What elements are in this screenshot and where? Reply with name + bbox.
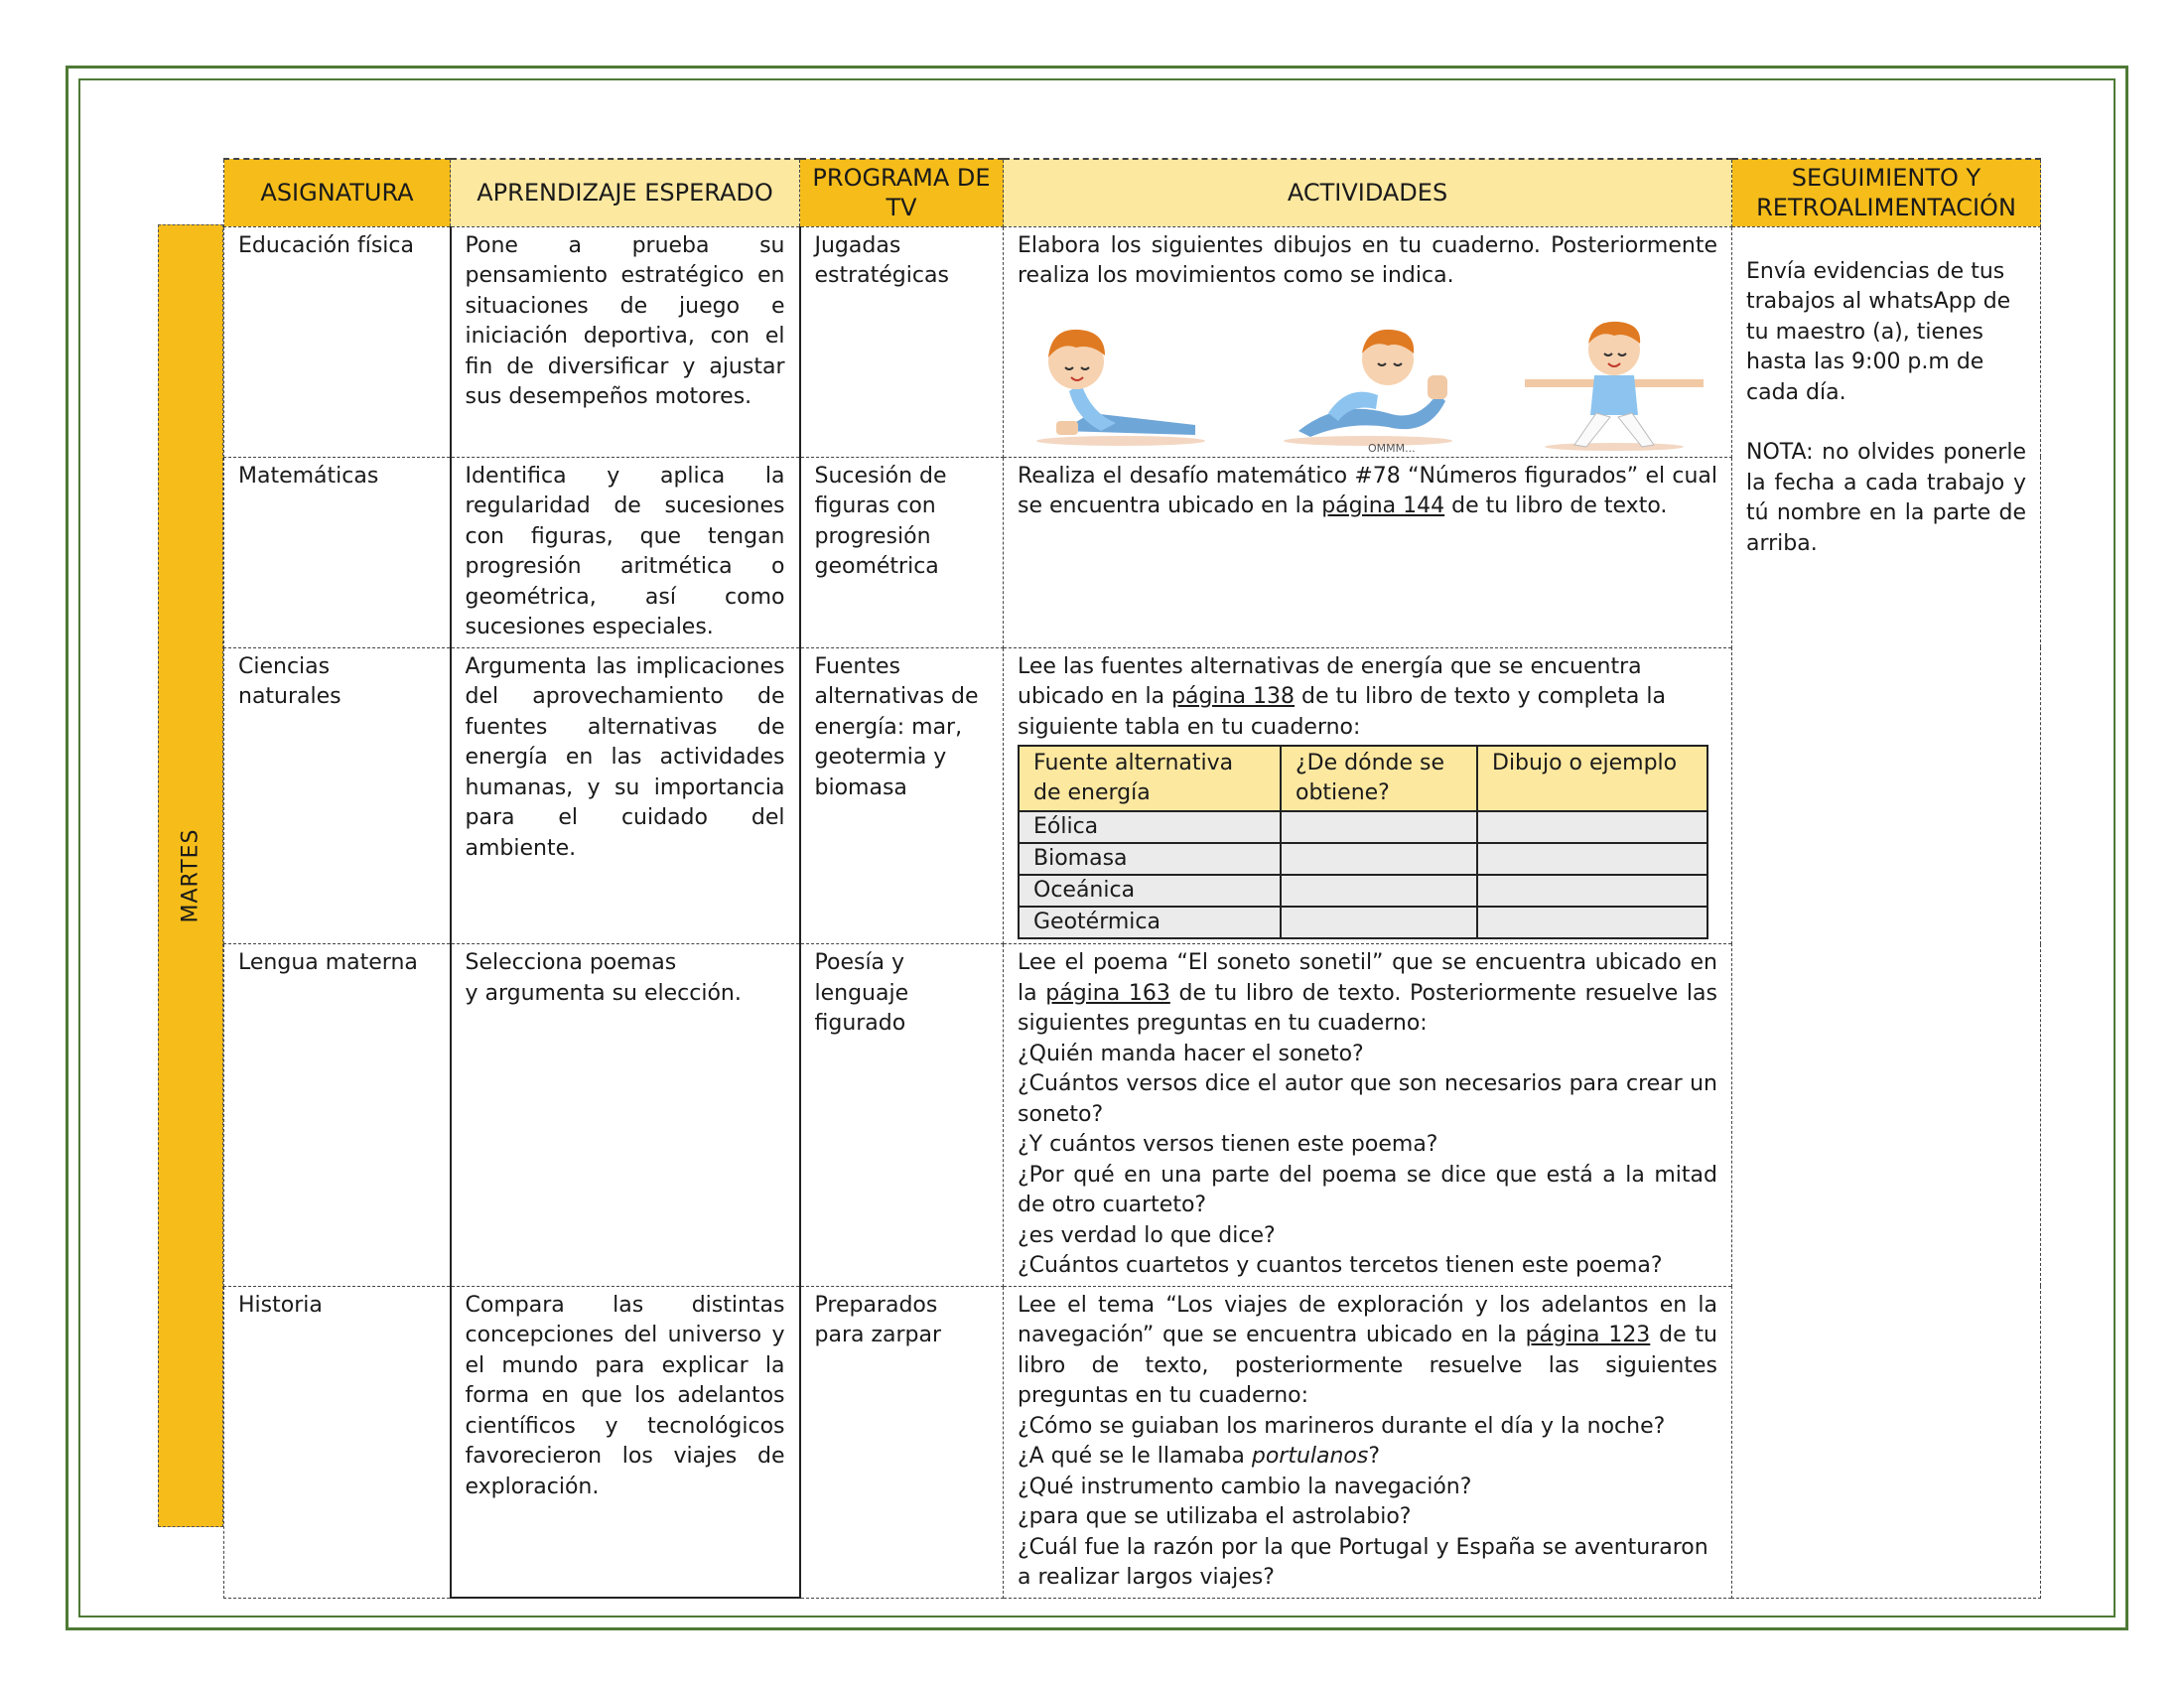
actividades-cell [1004,944,1732,1287]
question-item: ¿para que se utilizaba el astrolabio? [1018,1504,1412,1529]
energy-name: Biomasa [1019,843,1281,875]
energy-table-row [1019,875,1707,907]
image-caption: OMMM... [1367,441,1416,453]
energy-drawing-blank[interactable] [1477,811,1707,843]
aprendizaje-cell: Argumenta las implicaciones del aprovechamiento de fuentes alternativas de energía en las actividades humanas, y su importancia para el cuidado del ambiente. [451,647,800,944]
header-aprendizaje: APRENDIZAJE ESPERADO [451,159,800,226]
aprendizaje-cell: Pone a prueba su pensamiento estratégico en situaciones de juego e iniciación deportiva, con el fin de diversificar y ajustar sus desempeños motores. [451,226,800,457]
aprendizaje-line: Selecciona poemas [465,950,677,975]
energy-header-origen: ¿De dónde se obtiene? [1281,746,1477,811]
header-seguimiento: SEGUIMIENTO Y RETROALIMENTACIÓN [1732,159,2041,226]
question-item: ¿Cuántos cuartetos y cuantos tercetos tienen este poema? [1018,1253,1663,1278]
question-item: ¿Qué instrumento cambio la navegación? [1018,1474,1472,1499]
energy-drawing-blank[interactable] [1477,843,1707,875]
aprendizaje-cell [451,944,800,1287]
asignatura-cell: Ciencias naturales [224,647,451,944]
energy-name: Oceánica [1019,875,1281,907]
day-label: MARTES [178,828,204,923]
energy-drawing-blank[interactable] [1477,907,1707,938]
question-item: ¿Y cuántos versos tienen este poema? [1018,1132,1438,1157]
question-item: ¿Cuál fue la razón por la que Portugal y España se aventuraron a realizar largos viajes? [1018,1534,1708,1590]
actividades-text: Lee las fuentes alternativas de energía que se encuentra ubicado en la [1018,653,1642,709]
lesson-plan-table [223,158,2041,1599]
energy-name: Eólica [1019,811,1281,843]
actividades-text-end: de tu libro de texto, posteriormente resuelve las siguientes preguntas en tu cuaderno: [1018,1323,1717,1408]
page-reference: página 123 [1525,1323,1651,1347]
italic-term: portulanos [1251,1444,1369,1469]
day-label-cell [158,224,223,1527]
header-row [224,159,2041,226]
seguimiento-evidencias: Envía evidencias de tus trabajos al whatsApp de tu maestro (a), tienes hasta las 9:00 p.m de cada día. [1746,258,2011,405]
actividades-text: Realiza el desafío matemático #78 “Números figurados” el cual se encuentra ubicado en la [1018,463,1717,518]
programa-cell: Jugadas estratégicas [800,226,1004,457]
energy-table-row [1019,843,1707,875]
actividades-cell [1004,457,1732,647]
kid-cobra-pose-image [1022,314,1220,453]
actividades-cell [1004,647,1732,944]
yoga-illustrations [1018,306,1717,453]
header-asignatura: ASIGNATURA [224,159,451,226]
energy-sources-table [1018,745,1708,939]
aprendizaje-cell: Compara las distintas concepciones del universo y el mundo para explicar la forma en que los adelantos científicos y tecnológicos favorecieron los viajes de exploración. [451,1286,800,1598]
asignatura-cell: Educación física [224,226,451,457]
aprendizaje-cell: Identifica y aplica la regularidad de sucesiones con figuras, que tengan progresión aritmética o geométrica, así como sucesiones especiales. [451,457,800,647]
question-item: ¿Quién manda hacer el soneto? [1018,1041,1364,1066]
actividades-cell [1004,226,1732,457]
kid-bow-pose-image [1269,314,1467,453]
asignatura-cell: Historia [224,1286,451,1598]
energy-origin-blank[interactable] [1281,811,1477,843]
actividades-cell [1004,1286,1732,1598]
header-programa: PROGRAMA DE TV [800,159,1004,226]
programa-cell: Poesía y lenguaje figurado [800,944,1004,1287]
row-educacion-fisica [224,226,2041,457]
actividades-text: Elabora los siguientes dibujos en tu cuaderno. Posteriormente realiza los movimientos como se indica. [1018,232,1717,288]
seguimiento-cell [1732,226,2041,1598]
seguimiento-nota: NOTA: no olvides ponerle la fecha a cada trabajo y tú nombre en la parte de arriba. [1746,440,2026,556]
question-text: ¿A qué se le llamaba [1018,1444,1252,1469]
question-item-italic [1018,1442,1717,1473]
question-item: ¿es verdad lo que dice? [1018,1222,1276,1248]
energy-table-row [1019,907,1707,938]
asignatura-cell: Lengua materna [224,944,451,1287]
question-item: ¿Por qué en una parte del poema se dice que está a la mitad de otro cuarteto? [1018,1162,1717,1217]
kid-warrior-pose-image [1515,314,1713,453]
aprendizaje-line: y argumenta su elección. [465,980,742,1006]
energy-name: Geotérmica [1019,907,1281,938]
energy-origin-blank[interactable] [1281,875,1477,907]
energy-header-dibujo: Dibujo o ejemplo [1477,746,1707,811]
actividades-text-end: de tu libro de texto. [1444,493,1668,518]
actividades-text-end: de tu libro de texto y completa la siguiente tabla en tu cuaderno: [1018,684,1666,740]
programa-cell: Sucesión de figuras con progresión geométrica [800,457,1004,647]
asignatura-cell: Matemáticas [224,457,451,647]
energy-table-header [1019,746,1707,811]
page-reference: página 144 [1321,493,1445,518]
question-mark: ? [1368,1444,1381,1469]
energy-header-fuente: Fuente alternativa de energía [1019,746,1281,811]
actividades-text-end: de tu libro de texto. Posteriormente resuelve las siguientes preguntas en tu cuaderno: [1018,980,1717,1036]
question-item: ¿Cómo se guiaban los marineros durante el día y la noche? [1018,1413,1666,1439]
programa-cell: Fuentes alternativas de energía: mar, geotermia y biomasa [800,647,1004,944]
header-actividades: ACTIVIDADES [1004,159,1732,226]
page-reference: página 163 [1045,980,1170,1006]
actividades-text: Lee el tema “Los viajes de exploración y los adelantos en la navegación” que se encuentra ubicado en la [1018,1292,1717,1347]
page-reference: página 138 [1171,684,1296,709]
actividades-text: Lee el poema “El soneto sonetil” que se encuentra ubicado en la [1018,950,1717,1006]
programa-cell: Preparados para zarpar [800,1286,1004,1598]
energy-drawing-blank[interactable] [1477,875,1707,907]
question-item: ¿Cuántos versos dice el autor que son necesarios para crear un soneto? [1018,1071,1717,1127]
energy-table-row [1019,811,1707,843]
energy-origin-blank[interactable] [1281,907,1477,938]
energy-origin-blank[interactable] [1281,843,1477,875]
